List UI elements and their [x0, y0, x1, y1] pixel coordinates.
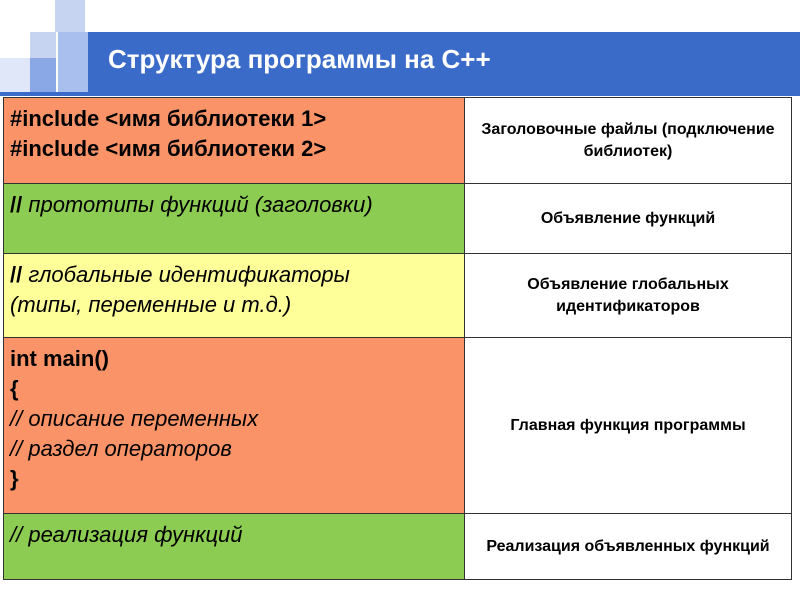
decor-square	[58, 32, 88, 58]
title-underline	[0, 92, 800, 96]
description-cell: Реализация объявленных функций	[465, 514, 792, 580]
code-cell-globals	[4, 254, 465, 338]
code-cell-prototypes	[4, 184, 465, 254]
decor-square	[30, 58, 56, 92]
table-row	[4, 338, 792, 514]
table-row	[4, 184, 792, 254]
code-cell-implementation	[4, 514, 465, 580]
slide-title: Структура программы на С++	[108, 44, 491, 74]
description-cell: Объявление глобальных идентификаторов	[465, 254, 792, 338]
code-comment: прототипы функций (заголовки)	[22, 192, 373, 217]
description-cell: Объявление функций	[465, 184, 792, 254]
description-cell: Главная функция программы	[465, 338, 792, 514]
program-structure-table	[3, 97, 792, 580]
description-cell: Заголовочные файлы (подключение библиотек)	[465, 98, 792, 184]
code-cell-main	[4, 338, 465, 514]
decor-square	[55, 0, 85, 32]
code-line: #include <имя библиотеки 1>	[10, 106, 327, 131]
table-row	[4, 514, 792, 580]
code-comment: (типы, переменные и т.д.)	[10, 292, 292, 317]
code-comment: глобальные идентификаторы	[22, 262, 350, 287]
code-line: }	[10, 466, 19, 491]
comment-marker: //	[10, 192, 23, 217]
code-comment: // реализация функций	[10, 522, 243, 547]
code-line: int main()	[10, 346, 109, 371]
code-comment: // описание переменных	[10, 406, 259, 431]
table-row	[4, 98, 792, 184]
decor-square	[58, 58, 88, 92]
code-comment: // раздел операторов	[10, 436, 232, 461]
decor-square	[0, 58, 30, 92]
code-line: {	[10, 376, 19, 401]
code-cell-headers	[4, 98, 465, 184]
code-line: #include <имя библиотеки 2>	[10, 136, 327, 161]
comment-marker: //	[10, 262, 23, 287]
decor-square	[30, 32, 56, 58]
table-row	[4, 254, 792, 338]
